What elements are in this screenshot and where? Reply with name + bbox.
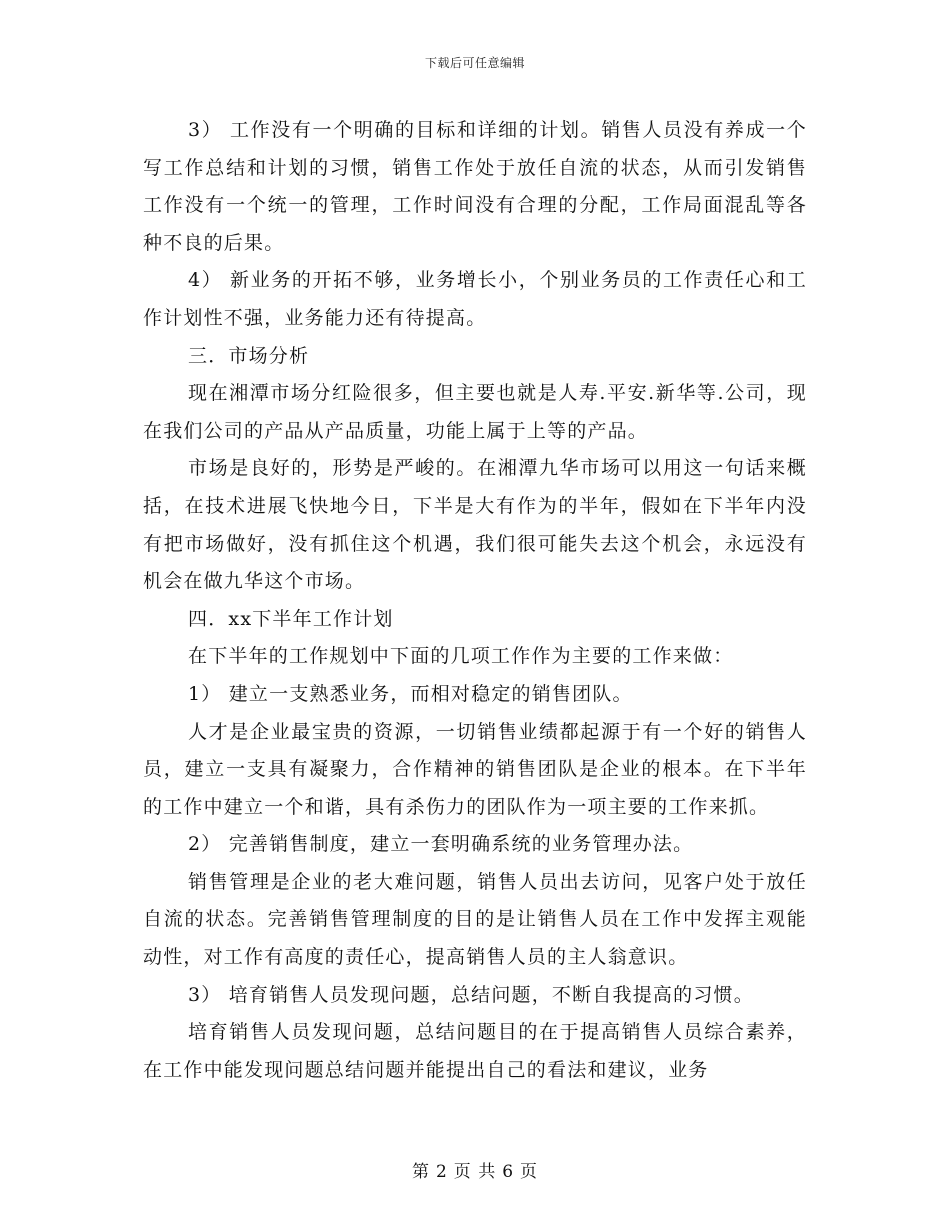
plan-item-2-heading: 2） 完善销售制度，建立一套明确系统的业务管理办法。 bbox=[188, 833, 694, 856]
footer-current-page: 2 bbox=[435, 1162, 448, 1182]
plan-item-1-heading: 1） 建立一支熟悉业务，而相对稳定的销售团队。 bbox=[188, 682, 633, 705]
footer-suffix: 页 bbox=[520, 1162, 539, 1182]
footer-middle: 页 共 bbox=[453, 1162, 497, 1182]
paragraph-item-4: 4） 新业务的开拓不够，业务增长小，个别业务员的工作责任心和工作计划性不强，业务能力还有待提高。 bbox=[143, 269, 807, 329]
document-body bbox=[143, 112, 807, 1089]
header-note: 下载后可任意编辑 bbox=[424, 56, 525, 70]
section-heading-market-analysis: 三．市场分析 bbox=[188, 344, 310, 367]
paragraph-market-outlook: 市场是良好的，形势是严峻的。在湘潭九华市场可以用这一句话来概括，在技术进展飞快地今日，下半是大有作为的半年，假如在下半年内没有把市场做好，没有抓住这个机遇，我们很可能失去这个机会，永远没有机会在做九华这个市场。 bbox=[143, 457, 807, 593]
paragraph-market-current: 现在湘潭市场分红险很多，但主要也就是人寿.平安.新华等.公司，现在我们公司的产品从产品质量，功能上属于上等的产品。 bbox=[143, 382, 807, 442]
footer-total-pages: 6 bbox=[502, 1162, 515, 1182]
plan-item-1-body: 人才是企业最宝贵的资源，一切销售业绩都起源于有一个好的销售人员，建立一支具有凝聚力，合作精神的销售团队是企业的根本。在下半年的工作中建立一个和谐，具有杀伤力的团队作为一项主要的工作来抓。 bbox=[143, 720, 807, 818]
paragraph-item-3: 3） 工作没有一个明确的目标和详细的计划。销售人员没有养成一个写工作总结和计划的习惯，销售工作处于放任自流的状态，从而引发销售工作没有一个统一的管理，工作时间没有合理的分配，工作局面混乱等各种不良的后果。 bbox=[143, 119, 807, 254]
plan-item-2-body: 销售管理是企业的老大难问题，销售人员出去访问，见客户处于放任自流的状态。完善销售管理制度的目的是让销售人员在工作中发挥主观能动性，对工作有高度的责任心，提高销售人员的主人翁意识。 bbox=[143, 870, 807, 969]
plan-item-3-body: 培育销售人员发现问题，总结问题目的在于提高销售人员综合素养，在工作中能发现问题总结问题并能提出自己的看法和建议，业务 bbox=[143, 1021, 807, 1081]
paragraph-plan-intro: 在下半年的工作规划中下面的几项工作作为主要的工作来做： bbox=[188, 645, 734, 668]
page-footer bbox=[0, 1157, 950, 1182]
section-heading-work-plan: 四．xx下半年工作计划 bbox=[188, 607, 394, 630]
plan-item-3-heading: 3） 培育销售人员发现问题，总结问题，不断自我提高的习惯。 bbox=[188, 983, 754, 1006]
footer-prefix: 第 bbox=[411, 1162, 430, 1182]
